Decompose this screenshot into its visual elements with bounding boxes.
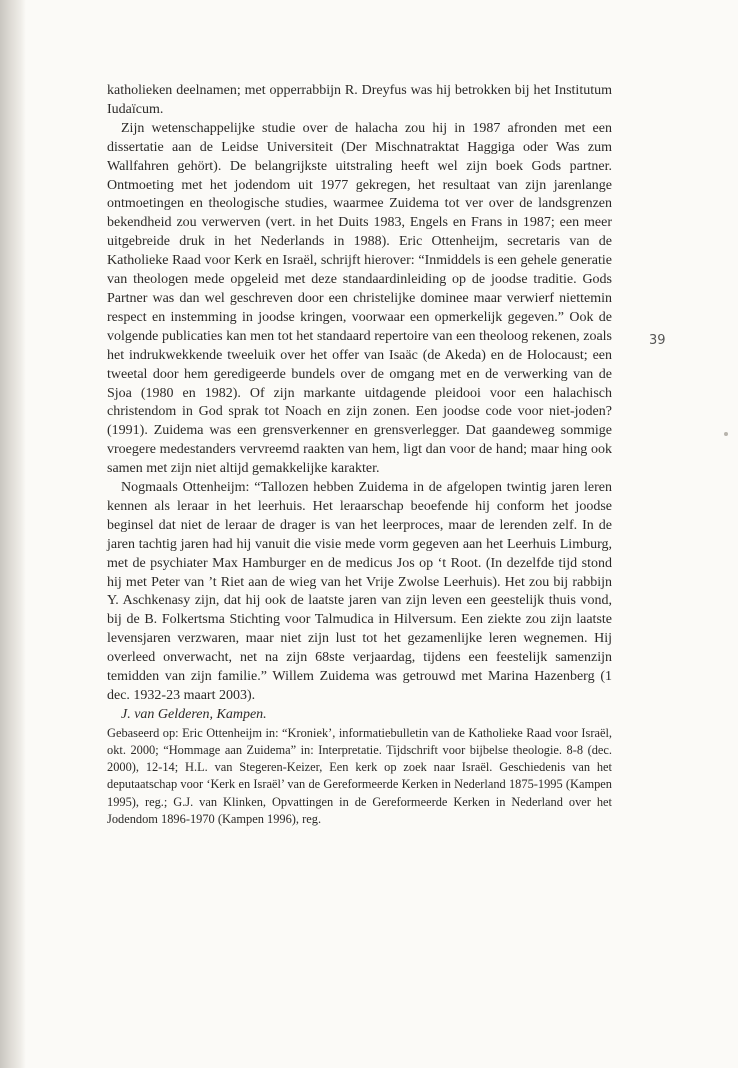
paragraph-2: Zijn wetenschappelijke studie over de halacha zou hij in 1987 afronden met een dissertatie aan de Leidse Universiteit (Der Mischnatraktat Haggiga oder Was zum Wallfahren gehört). De belangrijkste uitstraling heeft wel zijn boek Gods partner. Ontmoeting met het jodendom uit 1977 gekregen, het resultaat van zijn jarenlange ontmoetingen en theologische studies, waarmee Zuidema tot ver over de landsgrenzen bekendheid zou verwerven (vert. in het Duits 1983, Engels en Frans in 1987; een meer uitgebreide druk in het Nederlands in 1988). Eric Ottenheijm, secretaris van de Katholieke Raad voor Kerk en Israël, schrijft hierover: “Inmiddels is een gehele generatie van theologen mede opgeleid met deze standaardinleiding op de joodse traditie. Gods Partner was dan wel geschreven door een christelijke dominee maar verwierf niettemin respect en instemming in joodse kringen, voorwaar een opmerkelijk gegeven.” Ook de volgende publicaties kan men tot het standaard repertoire van een theoloog rekenen, zoals het indrukwekkende tweeluik over het offer van Isaäc (de Akeda) en de Holocaust; een tweetal door hem geredigeerde bundels over de omgang met en de verwerking van de Sjoa (1980 en 1982). Of zijn markante uitdagende pleidooi voor een halachisch christendom in God sprak tot Noach en zijn zonen. Een joodse code voor niet-joden? (1991). Zuidema was een grensverkenner en grensverlegger. Dat gaandeweg sommige vroegere medestanders vervreemd raakten van hem, ligt dan voor de hand; maar hing ook samen met zijn niet altijd gemakkelijke karakter. (107, 120, 612, 477)
author-signature: J. van Gelderen, Kampen. (121, 706, 267, 722)
page-number: 39 (649, 333, 666, 348)
page-body (107, 82, 612, 828)
scan-mark (724, 432, 728, 436)
paragraph-1: katholieken deelnamen; met opperrabbijn R. Dreyfus was hij betrokken bij het Institutum Iudaïcum. (107, 83, 612, 117)
source-note: Gebaseerd op: Eric Ottenheijm in: “Kroniek’, informatiebulletin van de Katholieke Raad voor Israël, okt. 2000; “Hommage aan Zuidema” in: Interpretatie. Tijdschrift voor bijbelse theologie. 8-8 (dec. 2000), 12-14; H.L. van Stegeren-Keizer, Een kerk op zoek naar Israël. Geschiedenis van het deputaatschap voor ‘Kerk en Israël’ van de Gereformeerde Kerken in Nederland 1875-1995 (Kampen 1995), reg.; G.J. van Klinken, Opvattingen in de Gereformeerde Kerken in Nederland over het Jodendom 1896-1970 (Kampen 1996), reg. (107, 725, 612, 826)
paragraph-3: Nogmaals Ottenheijm: “Tallozen hebben Zuidema in de afgelopen twintig jaren leren kennen als leraar in het leerhuis. Het leraarschap beoefende hij conform het joodse beginsel dat niet de leraar de drager is van het leerproces, maar de lerenden zelf. In de jaren tachtig jaren had hij vanuit die visie mede vorm gegeven aan het Leerhuis Limburg, met de psychiater Max Hamburger en de medicus Jos op ‘t Root. (In dezelfde tijd stond hij met Peter van ’t Riet aan de wieg van het Vrije Zwolse Leerhuis). Het zou bij rabbijn Y. Aschkenasy zijn, dat hij ook de laatste jaren van zijn leven een geestelijk thuis vond, bij de B. Folkertsma Stichting voor Talmudica in Hilversum. Een ziekte zou zijn laatste levensjaren verzwaren, maar niet zijn lust tot het gezamenlijke leren wegnemen. Hij overleed onverwacht, net na zijn 68ste verjaardag, tijdens een feestelijk samenzijn temidden van zijn familie.” Willem Zuidema was getrouwd met Marina Hazenberg (1 dec. 1932-23 maart 2003). (107, 480, 612, 703)
book-gutter-shadow (0, 0, 26, 1068)
